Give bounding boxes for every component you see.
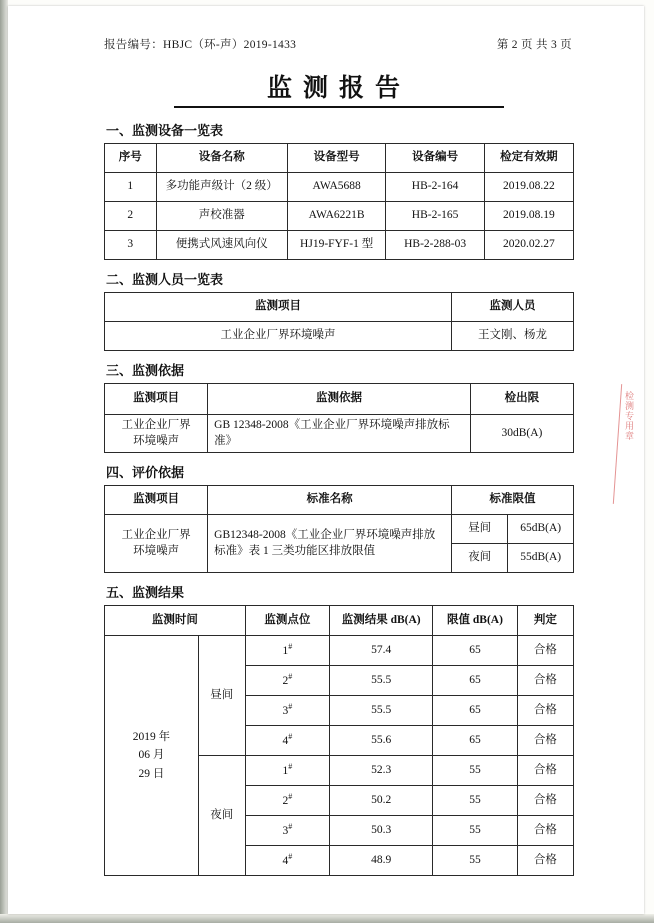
col-project: 监测项目 (105, 293, 452, 322)
section-heading-basis: 三、监测依据 (106, 363, 185, 378)
cell-point: 2# (245, 786, 329, 816)
cell-limit: 55 (433, 846, 517, 876)
table-row (105, 173, 574, 202)
title-underline (174, 106, 504, 108)
date-line-1: 2019 年 (132, 730, 171, 743)
cell-result: 52.3 (330, 756, 433, 786)
cell-period-day: 昼间 (198, 636, 245, 756)
standard-line1: GB12348-2008《工业企业厂界环境噪声排放 (214, 529, 436, 542)
date-line-3: 29 日 (138, 767, 165, 780)
cell-equip-name: 多功能声级计（2 级） (156, 173, 287, 202)
evaluation-table (104, 485, 574, 573)
cell-project (105, 515, 208, 573)
basis-table (104, 383, 574, 453)
table-row (105, 202, 574, 231)
cell-result: 50.3 (330, 816, 433, 846)
cell-period-night: 夜间 (452, 544, 508, 573)
table-row (105, 515, 574, 544)
table-header-row (105, 144, 574, 173)
cell-period-day: 昼间 (452, 515, 508, 544)
cell-limit: 65 (433, 666, 517, 696)
cell-result: 55.5 (330, 666, 433, 696)
cell-project-line2: 环境噪声 (133, 544, 180, 557)
cell-project: 工业企业厂界环境噪声 (105, 322, 452, 351)
page-left-edge (0, 0, 8, 923)
point-sup: # (288, 671, 293, 681)
col-project: 监测项目 (105, 384, 208, 415)
cell-detection-limit: 30dB(A) (470, 415, 573, 453)
cell-basis: GB 12348-2008《工业企业厂界环境噪声排放标准》 (208, 415, 471, 453)
cell-verdict: 合格 (517, 666, 573, 696)
col-seq: 序号 (105, 144, 157, 173)
section-heading-equipment: 一、监测设备一览表 (106, 123, 224, 138)
table-header-row (105, 486, 574, 515)
cell-point: 1# (245, 756, 329, 786)
results-table (104, 605, 574, 876)
cell-verdict: 合格 (517, 786, 573, 816)
table-row (105, 322, 574, 351)
col-standard-name: 标准名称 (208, 486, 452, 515)
cell-point: 4# (245, 846, 329, 876)
cell-result: 57.4 (330, 636, 433, 666)
section-heading-staff: 二、监测人员一览表 (106, 272, 224, 287)
col-standard-limit: 标准限值 (452, 486, 574, 515)
col-verdict: 判定 (517, 606, 573, 636)
col-equip-model: 设备型号 (287, 144, 385, 173)
cell-period-night: 夜间 (198, 756, 245, 876)
table-row (105, 415, 574, 453)
cell-valid-date: 2019.08.22 (484, 173, 573, 202)
col-monitor-time: 监测时间 (105, 606, 246, 636)
table-header-row (105, 606, 574, 636)
cell-project-line2: 环境噪声 (133, 434, 180, 447)
cell-verdict: 合格 (517, 726, 573, 756)
point-sup: # (288, 731, 293, 741)
cell-project-line1: 工业企业厂界 (121, 419, 191, 431)
point-sup: # (288, 821, 293, 831)
cell-verdict: 合格 (517, 636, 573, 666)
col-limit: 限值 dB(A) (433, 606, 517, 636)
cell-limit-day: 65dB(A) (508, 515, 574, 544)
cell-seq: 3 (105, 231, 157, 260)
paper-sheet (8, 6, 644, 914)
page-number: 第 2 页 共 3 页 (496, 39, 572, 51)
cell-seq: 1 (105, 173, 157, 202)
page-bottom-edge (0, 914, 654, 923)
cell-limit: 65 (433, 726, 517, 756)
point-sup: # (288, 761, 293, 771)
cell-result: 48.9 (330, 846, 433, 876)
col-detection-limit: 检出限 (470, 384, 573, 415)
cell-verdict: 合格 (517, 696, 573, 726)
table-header-row (105, 293, 574, 322)
cell-equip-no: HB-2-164 (386, 173, 484, 202)
staff-table (104, 292, 574, 351)
document-header (104, 36, 574, 52)
point-sup: # (288, 701, 293, 711)
col-project: 监测项目 (105, 486, 208, 515)
cell-equip-name: 便携式风速风向仪 (156, 231, 287, 260)
cell-seq: 2 (105, 202, 157, 231)
cell-equip-model: AWA5688 (287, 173, 385, 202)
cell-staff: 王文刚、杨龙 (452, 322, 574, 351)
cell-valid-date: 2020.02.27 (484, 231, 573, 260)
col-equip-name: 设备名称 (156, 144, 287, 173)
cell-verdict: 合格 (517, 816, 573, 846)
point-sup: # (288, 791, 293, 801)
cell-project (105, 415, 208, 453)
col-basis: 监测依据 (208, 384, 471, 415)
cell-equip-no: HB-2-165 (386, 202, 484, 231)
col-monitor-point: 监测点位 (245, 606, 329, 636)
point-sup: # (288, 641, 293, 651)
col-result: 监测结果 dB(A) (330, 606, 433, 636)
col-equip-no: 设备编号 (386, 144, 484, 173)
cell-limit-night: 55dB(A) (508, 544, 574, 573)
table-header-row (105, 384, 574, 415)
cell-equip-model: AWA6221B (287, 202, 385, 231)
point-sup: # (288, 851, 293, 861)
col-valid-date: 检定有效期 (484, 144, 573, 173)
cell-verdict: 合格 (517, 756, 573, 786)
cell-result: 50.2 (330, 786, 433, 816)
cell-equip-no: HB-2-288-03 (386, 231, 484, 260)
cell-limit: 65 (433, 696, 517, 726)
table-row (105, 231, 574, 260)
col-staff: 监测人员 (452, 293, 574, 322)
cell-valid-date: 2019.08.19 (484, 202, 573, 231)
cell-point: 3# (245, 696, 329, 726)
cell-project-line1: 工业企业厂界 (121, 529, 191, 542)
document-content (104, 36, 574, 876)
page-title: 监测报告 (266, 75, 411, 102)
cell-limit: 55 (433, 756, 517, 786)
table-row (105, 636, 574, 666)
cell-limit: 65 (433, 636, 517, 666)
cell-point: 1# (245, 636, 329, 666)
report-number: 报告编号：HBJC（环-声）2019-1433 (104, 39, 297, 51)
section-heading-results: 五、监测结果 (106, 585, 185, 601)
cell-verdict: 合格 (517, 846, 573, 876)
cell-point: 2# (245, 666, 329, 696)
section-heading-evaluation: 四、评价依据 (106, 465, 185, 481)
cell-equip-name: 声校准器 (156, 202, 287, 231)
cell-date (105, 636, 199, 876)
equipment-table (104, 143, 574, 260)
red-seal-stamp: 检测专用章 (624, 391, 634, 441)
cell-equip-model: HJ19-FYF-1 型 (287, 231, 385, 260)
standard-line2: 标准》表 1 三类功能区排放限值 (214, 544, 376, 557)
cell-standard-name (208, 515, 452, 573)
cell-result: 55.5 (330, 696, 433, 726)
cell-limit: 55 (433, 786, 517, 816)
cell-result: 55.6 (330, 726, 433, 756)
cell-point: 3# (245, 816, 329, 846)
cell-point: 4# (245, 726, 329, 756)
cell-limit: 55 (433, 816, 517, 846)
date-line-2: 06 月 (138, 749, 165, 762)
